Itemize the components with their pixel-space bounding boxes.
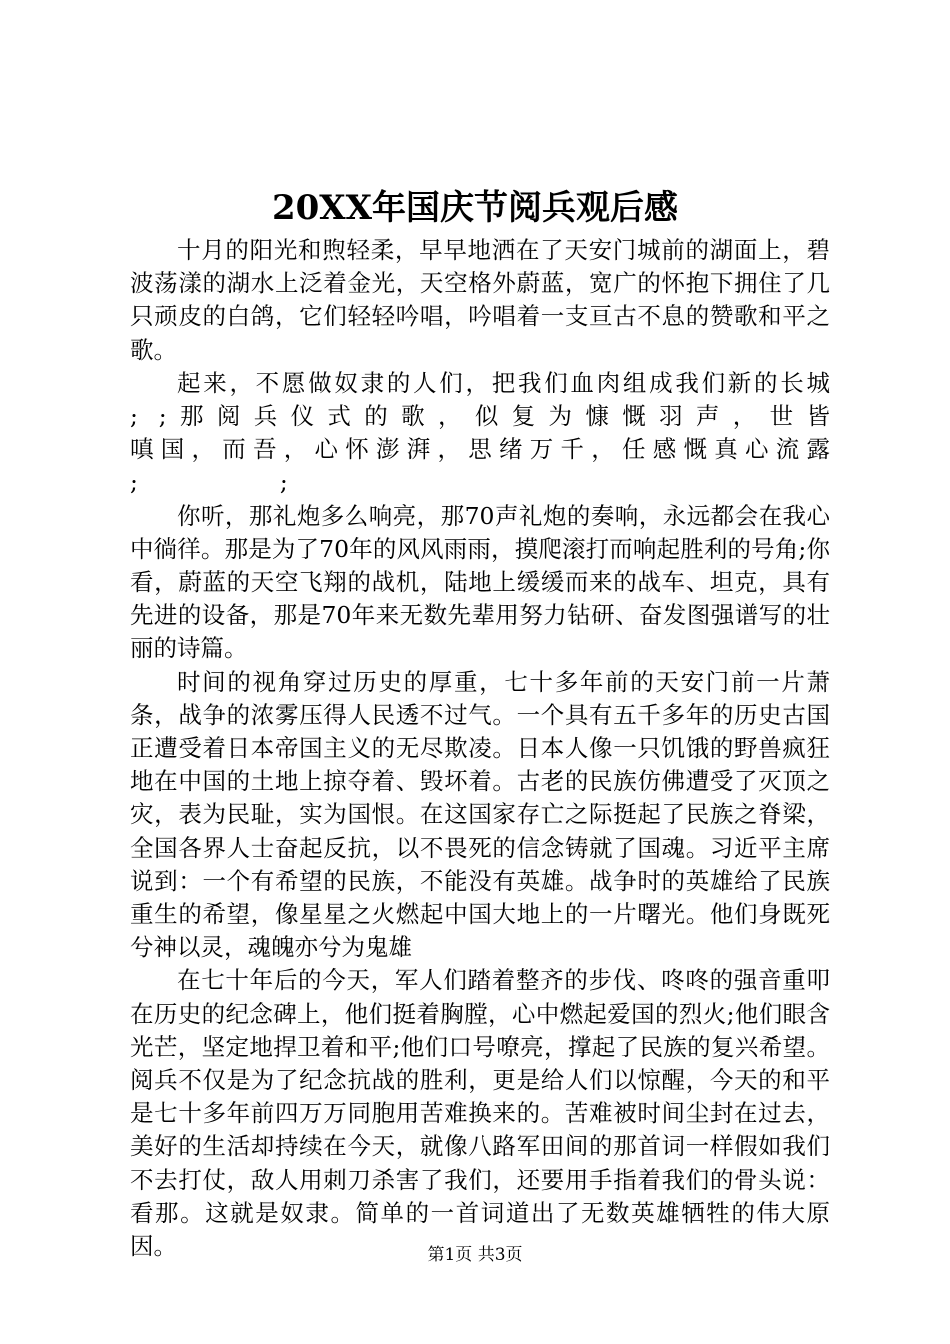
paragraph-3: ; ;那阅兵仪式的歌，似复为慷慨羽声，世皆	[130, 402, 830, 431]
paragraph-1: 十月的阳光和煦轻柔，早早地洒在了天安门城前的湖面上，碧波荡漾的湖水上泛着金光，天空格外蔚蓝，宽广的怀抱下拥住了几只顽皮的白鸽，它们轻轻吟唱，吟唱着一支亘古不息的赞歌和平之歌。	[130, 236, 830, 364]
document-body	[130, 234, 830, 1263]
page-footer: 第1页 共3页	[427, 1245, 523, 1265]
paragraph-2: 起来，不愿做奴隶的人们，把我们血肉组成我们新的长城	[177, 368, 830, 397]
paragraph-5: ; ;	[130, 468, 288, 497]
paragraph-8: 在七十年后的今天，军人们踏着整齐的步伐、咚咚的强音重叩在历史的纪念碑上，他们挺着胸膛，心中燃起爱国的烈火;他们眼含光芒，坚定地捍卫着和平;他们口号嘹亮，撑起了民族的复兴希望。阅兵不仅是为了纪念抗战的胜利，更是给人们以惊醒，今天的和平是七十多年前四万万同胞用苦难换来的。苦难被时间尘封在过去，美好的生活却持续在今天，就像八路军田间的那首词一样假如我们不去打仗，敌人用刺刀杀害了我们，还要用手指着我们的骨头说：看那。这就是奴隶。简单的一首词道出了无数英雄牺牲的伟大原因。	[130, 966, 830, 1261]
document-title: 20XX年国庆节阅兵观后感	[271, 188, 679, 228]
paragraph-4: 嗔国，而吾，心怀澎湃，思绪万千，任感慨真心流露	[130, 435, 830, 464]
paragraph-7: 时间的视角穿过历史的厚重，七十多年前的天安门前一片萧条，战争的浓雾压得人民透不过气。一个具有五千多年的历史古国正遭受着日本帝国主义的无尽欺凌。日本人像一只饥饿的野兽疯狂地在中国的土地上掠夺着、毁坏着。古老的民族仿佛遭受了灭顶之灾，表为民耻，实为国恨。在这国家存亡之际挺起了民族之脊梁，全国各界人士奋起反抗，以不畏死的信念铸就了国魂。习近平主席说到：一个有希望的民族，不能没有英雄。战争时的英雄给了民族重生的希望，像星星之火燃起中国大地上的一片曙光。他们身既死兮神以灵，魂魄亦兮为鬼雄	[130, 667, 830, 962]
paragraph-6: 你听，那礼炮多么响亮，那70声礼炮的奏响，永远都会在我心中徜徉。那是为了70年的风风雨雨，摸爬滚打而响起胜利的号角;你看，蔚蓝的天空飞翔的战机，陆地上缓缓而来的战车、坦克，具有先进的设备，那是70年来无数先辈用努力钻研、奋发图强谱写的壮丽的诗篇。	[130, 501, 830, 663]
